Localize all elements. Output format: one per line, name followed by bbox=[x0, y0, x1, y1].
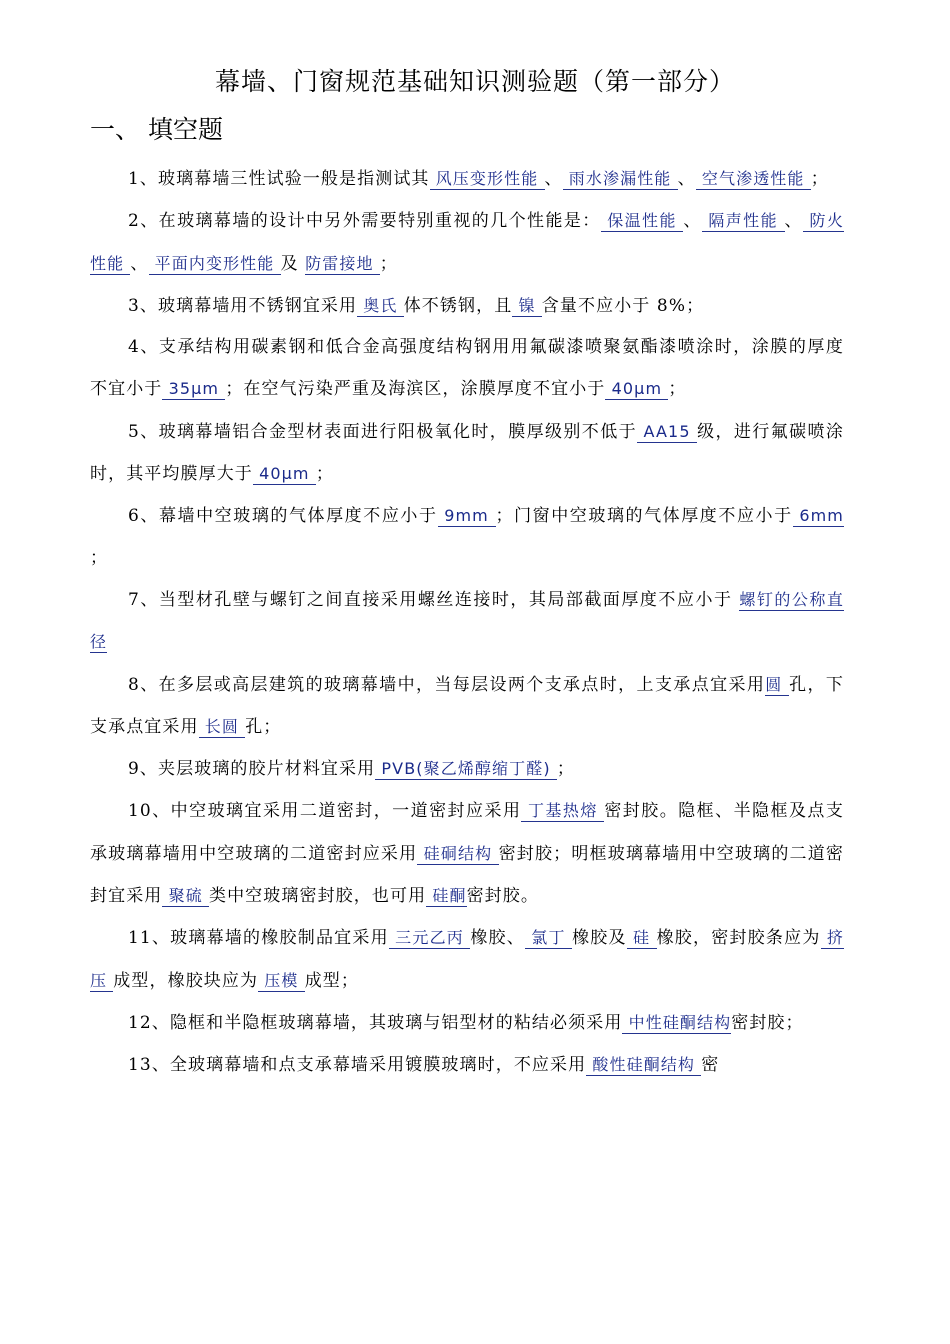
question-text: ； bbox=[810, 169, 829, 189]
question-text: ； bbox=[90, 547, 109, 568]
question-text: 13、全玻璃幕墙和点支承幕墙采用镀膜玻璃时，不应采用 bbox=[128, 1055, 587, 1076]
answer-blank: 风压变形性能 bbox=[429, 169, 545, 188]
answer-blank: 聚硫 bbox=[162, 886, 209, 906]
answer-blank: 35μm bbox=[162, 379, 226, 399]
question-text: ； bbox=[556, 759, 575, 780]
answer-blank: 氯丁 bbox=[525, 928, 573, 948]
question-text: 密封胶。隐框、半隐框及点支承玻璃幕墙用中空玻璃的二道密封应采用 bbox=[90, 801, 844, 864]
question-text: 成型，橡胶块应为 bbox=[113, 970, 259, 991]
answer-blank: 防火性能 bbox=[90, 211, 844, 273]
question-text: 密封胶；明框玻璃幕墙用中空玻璃的二道密封宜采用 bbox=[90, 843, 844, 907]
answer-blank: 空气渗透性能 bbox=[695, 169, 811, 188]
question-13 bbox=[90, 1044, 844, 1086]
question-text: 及 bbox=[280, 253, 306, 274]
question-text: 5、玻璃幕墙铝合金型材表面进行阳极氧化时，膜厚级别不低于 bbox=[128, 421, 638, 442]
question-text: ； bbox=[379, 253, 398, 274]
question-text: 、 bbox=[677, 169, 696, 189]
answer-blank: 硅 bbox=[626, 928, 657, 948]
answer-blank: 防雷接地 bbox=[305, 253, 380, 273]
question-text: 2、在玻璃幕墙的设计中另外需要特别重视的几个性能是： bbox=[128, 211, 601, 232]
question-1 bbox=[90, 158, 844, 200]
question-text: 、 bbox=[130, 253, 149, 274]
question-text: 、 bbox=[544, 169, 563, 189]
question-text: 、 bbox=[683, 211, 702, 232]
question-8 bbox=[90, 664, 844, 749]
answer-blank: 9mm bbox=[437, 506, 496, 526]
question-text: 橡胶，密封胶条应为 bbox=[656, 928, 821, 949]
answer-blank: PVB(聚乙烯醇缩丁醛) bbox=[375, 759, 557, 779]
question-text: ； bbox=[315, 464, 334, 485]
question-5 bbox=[90, 411, 844, 496]
question-text: 密 bbox=[701, 1055, 720, 1076]
question-text: 3、玻璃幕墙用不锈钢宜采用 bbox=[128, 295, 358, 316]
answer-blank: AA15 bbox=[637, 421, 698, 441]
answer-blank: 雨水渗漏性能 bbox=[562, 169, 678, 188]
question-2 bbox=[90, 200, 844, 285]
answer-blank: 挤压 bbox=[90, 928, 844, 990]
answer-blank: 压模 bbox=[258, 970, 305, 990]
answer-blank: 硅硐结构 bbox=[417, 843, 499, 863]
section-heading: 一、 填空题 bbox=[90, 115, 223, 144]
question-text: 密封胶； bbox=[731, 1012, 804, 1033]
question-text: 类中空玻璃密封胶，也可用 bbox=[208, 886, 427, 907]
answer-blank: 6mm bbox=[792, 506, 844, 526]
question-text: 密封胶。 bbox=[466, 886, 539, 907]
question-text: ； bbox=[668, 379, 687, 400]
question-11 bbox=[90, 917, 844, 1002]
answer-blank: 隔声性能 bbox=[701, 211, 785, 231]
question-text: 、 bbox=[784, 211, 803, 232]
answer-blank: 长圆 bbox=[198, 716, 246, 736]
question-text: ；门窗中空玻璃的气体厚度不应小于 bbox=[495, 506, 793, 527]
question-text: 12、隐框和半隐框玻璃幕墙，其玻璃与铝型材的粘结必须采用 bbox=[128, 1012, 623, 1033]
answer-blank: 酸性硅酮结构 bbox=[586, 1055, 702, 1075]
question-text: 体不锈钢，且 bbox=[403, 295, 513, 316]
question-text: 含量不应小于 8%； bbox=[541, 295, 705, 316]
answer-blank: 平面内变形性能 bbox=[148, 253, 281, 273]
question-text: 橡胶、 bbox=[470, 928, 525, 949]
question-7 bbox=[90, 579, 844, 664]
question-text: 橡胶及 bbox=[572, 928, 627, 949]
answer-blank: 镍 bbox=[512, 295, 542, 315]
question-text: 4、支承结构用碳素钢和低合金高强度结构钢用用氟碳漆喷聚氨酯漆喷涂时，涂膜的厚度不宜小于 bbox=[90, 337, 844, 400]
question-text: 7、当型材孔壁与螺钉之间直接采用螺丝连接时，其局部截面厚度不应小于 bbox=[128, 589, 740, 610]
question-9 bbox=[90, 748, 844, 790]
question-3 bbox=[90, 285, 844, 327]
answer-blank: 螺钉的公称直径 bbox=[90, 589, 844, 652]
question-10 bbox=[90, 790, 844, 917]
answer-blank: 保温性能 bbox=[600, 211, 684, 231]
answer-blank: 硅酮 bbox=[426, 886, 467, 906]
answer-blank: 三元乙丙 bbox=[388, 928, 471, 948]
question-list bbox=[90, 158, 844, 1087]
question-text: 孔； bbox=[245, 716, 282, 737]
answer-blank: 圆 bbox=[765, 674, 790, 694]
answer-blank: 40μm bbox=[252, 464, 316, 484]
document-title: 幕墙、门窗规范基础知识测验题（第一部分） bbox=[214, 67, 735, 96]
question-text: ；在空气污染严重及海滨区，涂膜厚度不宜小于 bbox=[225, 379, 606, 400]
question-12 bbox=[90, 1002, 844, 1044]
answer-blank: 奥氏 bbox=[357, 295, 404, 315]
question-4 bbox=[90, 327, 844, 411]
question-text: 10、中空玻璃宜采用二道密封，一道密封应采用 bbox=[128, 801, 522, 822]
question-text: 8、在多层或高层建筑的玻璃幕墙中，当每层设两个支承点时，上支承点宜采用 bbox=[128, 674, 766, 695]
question-text: 11、玻璃幕墙的橡胶制品宜采用 bbox=[128, 928, 389, 949]
question-text: 孔，下支承点宜采用 bbox=[90, 674, 844, 737]
question-text: 9、夹层玻璃的胶片材料宜采用 bbox=[128, 759, 376, 780]
answer-blank: 丁基热熔 bbox=[521, 801, 605, 821]
question-6 bbox=[90, 495, 844, 579]
answer-blank: 40μm bbox=[605, 379, 669, 399]
question-text: 1、玻璃幕墙三性试验一般是指测试其 bbox=[128, 169, 430, 189]
question-text: 成型； bbox=[304, 970, 359, 991]
question-text: 级，进行氟碳喷涂时，其平均膜厚大于 bbox=[90, 421, 844, 485]
question-text: 6、幕墙中空玻璃的气体厚度不应小于 bbox=[128, 506, 438, 527]
answer-blank: 中性硅酮结构 bbox=[622, 1012, 732, 1032]
